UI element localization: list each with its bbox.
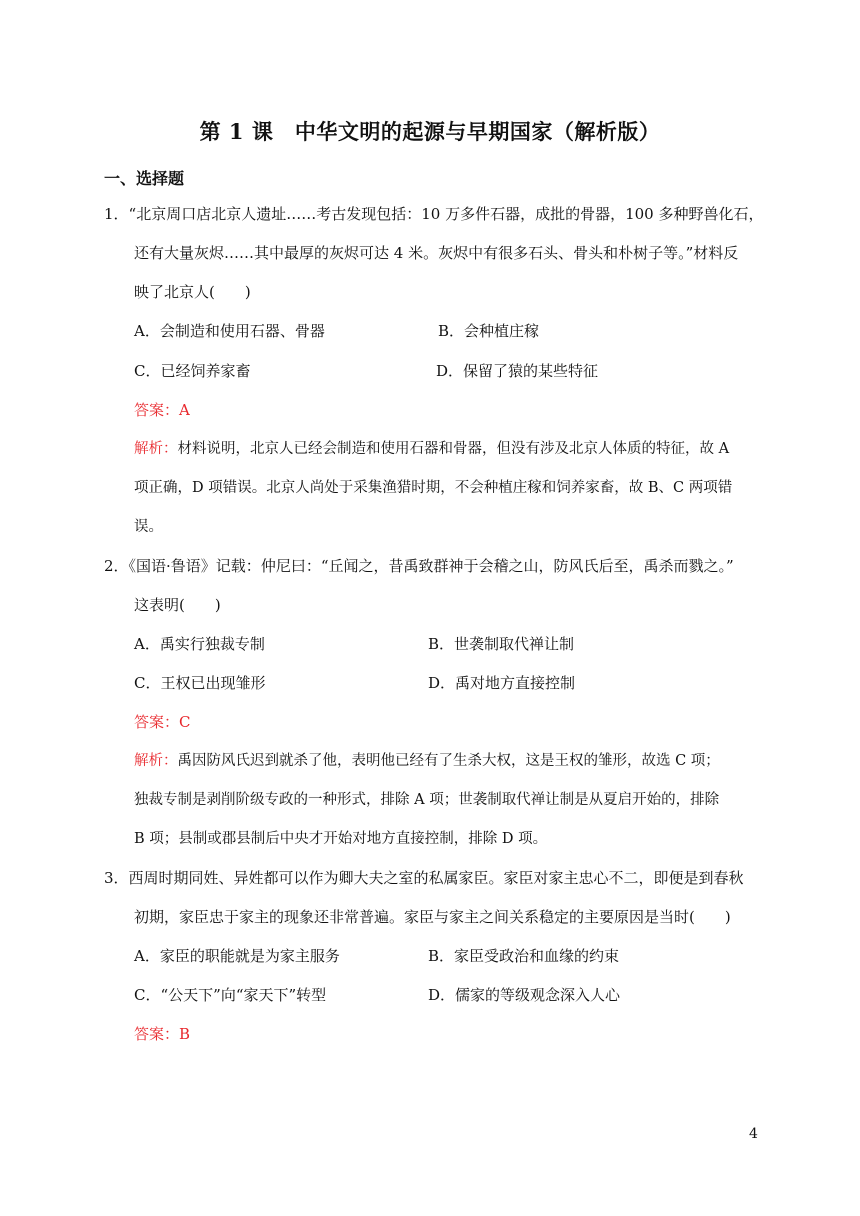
question-1-option-b: B．会种植庄稼: [438, 322, 540, 340]
question-2-option-d: D．禹对地方直接控制: [428, 674, 576, 692]
section-heading: 一、选择题: [104, 169, 185, 188]
question-3-option-d: D．儒家的等级观念深入人心: [428, 986, 621, 1004]
answer-value: A: [179, 401, 190, 419]
question-1-answer: [134, 400, 190, 420]
question-3-line-1: 3．西周时期同姓、异姓都可以作为卿大夫之室的私属家臣。家臣对家主忠心不二，即便是到春秋: [104, 869, 744, 887]
question-2-option-a: A．禹实行独裁专制: [134, 635, 265, 653]
question-1-line-3: 映了北京人( ): [134, 283, 251, 301]
question-2-line-1: 2．《国语·鲁语》记载：仲尼曰：“丘闻之，昔禹致群神于会稽之山，防风氏后至，禹杀而戮之。”: [104, 557, 734, 575]
document-title: 第 1 课 中华文明的起源与早期国家（解析版）: [199, 119, 661, 144]
question-3-option-a: A．家臣的职能就是为家主服务: [134, 947, 340, 965]
question-1-option-d: D．保留了猿的某些特征: [436, 362, 599, 380]
analysis-label: 解析：: [134, 441, 178, 457]
answer-label: 答案：: [134, 713, 180, 731]
question-1-analysis-line-1: 解析：材料说明，北京人已经会制造和使用石器和骨器，但没有涉及北京人体质的特征，故 A: [134, 441, 730, 457]
answer-value: B: [179, 1025, 191, 1043]
analysis-label: 解析：: [134, 753, 178, 769]
question-3-option-c: C．“公天下”向“家天下”转型: [134, 986, 327, 1004]
question-3-option-b: B．家臣受政治和血缘的约束: [428, 947, 620, 965]
question-1-option-a: A．会制造和使用石器、骨器: [134, 322, 325, 340]
question-1-analysis-line-3: 误。: [134, 519, 163, 535]
page-number: 4: [749, 1126, 758, 1142]
answer-label: 答案：: [134, 401, 180, 419]
question-2-analysis-line-2: 独裁专制是剥削阶级专政的一种形式，排除 A 项；世袭制取代禅让制是从夏启开始的，排除: [134, 792, 720, 808]
question-2-answer: [134, 712, 191, 732]
question-1-analysis-line-2: 项正确，D 项错误。北京人尚处于采集渔猎时期，不会种植庄稼和饲养家畜，故 B、C 两项错: [134, 480, 733, 496]
question-1-line-1: 1．“北京周口店北京人遗址……考古发现包括：10 万多件石器，成批的骨器，100 多种野兽化石，: [104, 205, 764, 223]
question-2-analysis-line-3: B 项；县制或郡县制后中央才开始对地方直接控制，排除 D 项。: [134, 831, 548, 847]
question-2-option-c: C．王权已出现雏形: [134, 674, 266, 692]
answer-value: C: [179, 713, 191, 731]
question-3-answer: [134, 1024, 190, 1044]
question-3-line-2: 初期，家臣忠于家主的现象还非常普遍。家臣与家主之间关系稳定的主要原因是当时( ): [134, 908, 731, 926]
question-1-line-2: 还有大量灰烬……其中最厚的灰烬可达 4 米。灰烬中有很多石头、骨头和朴树子等。”材料反: [134, 244, 739, 262]
question-1-option-c: C．已经饲养家畜: [134, 362, 251, 380]
question-2-option-b: B．世袭制取代禅让制: [428, 635, 575, 653]
answer-label: 答案：: [134, 1025, 180, 1043]
question-2-line-2: 这表明( ): [134, 596, 221, 614]
question-2-analysis-line-1: 解析：禹因防风氏迟到就杀了他，表明他已经有了生杀大权，这是王权的雏形，故选 C 项；: [134, 753, 720, 769]
